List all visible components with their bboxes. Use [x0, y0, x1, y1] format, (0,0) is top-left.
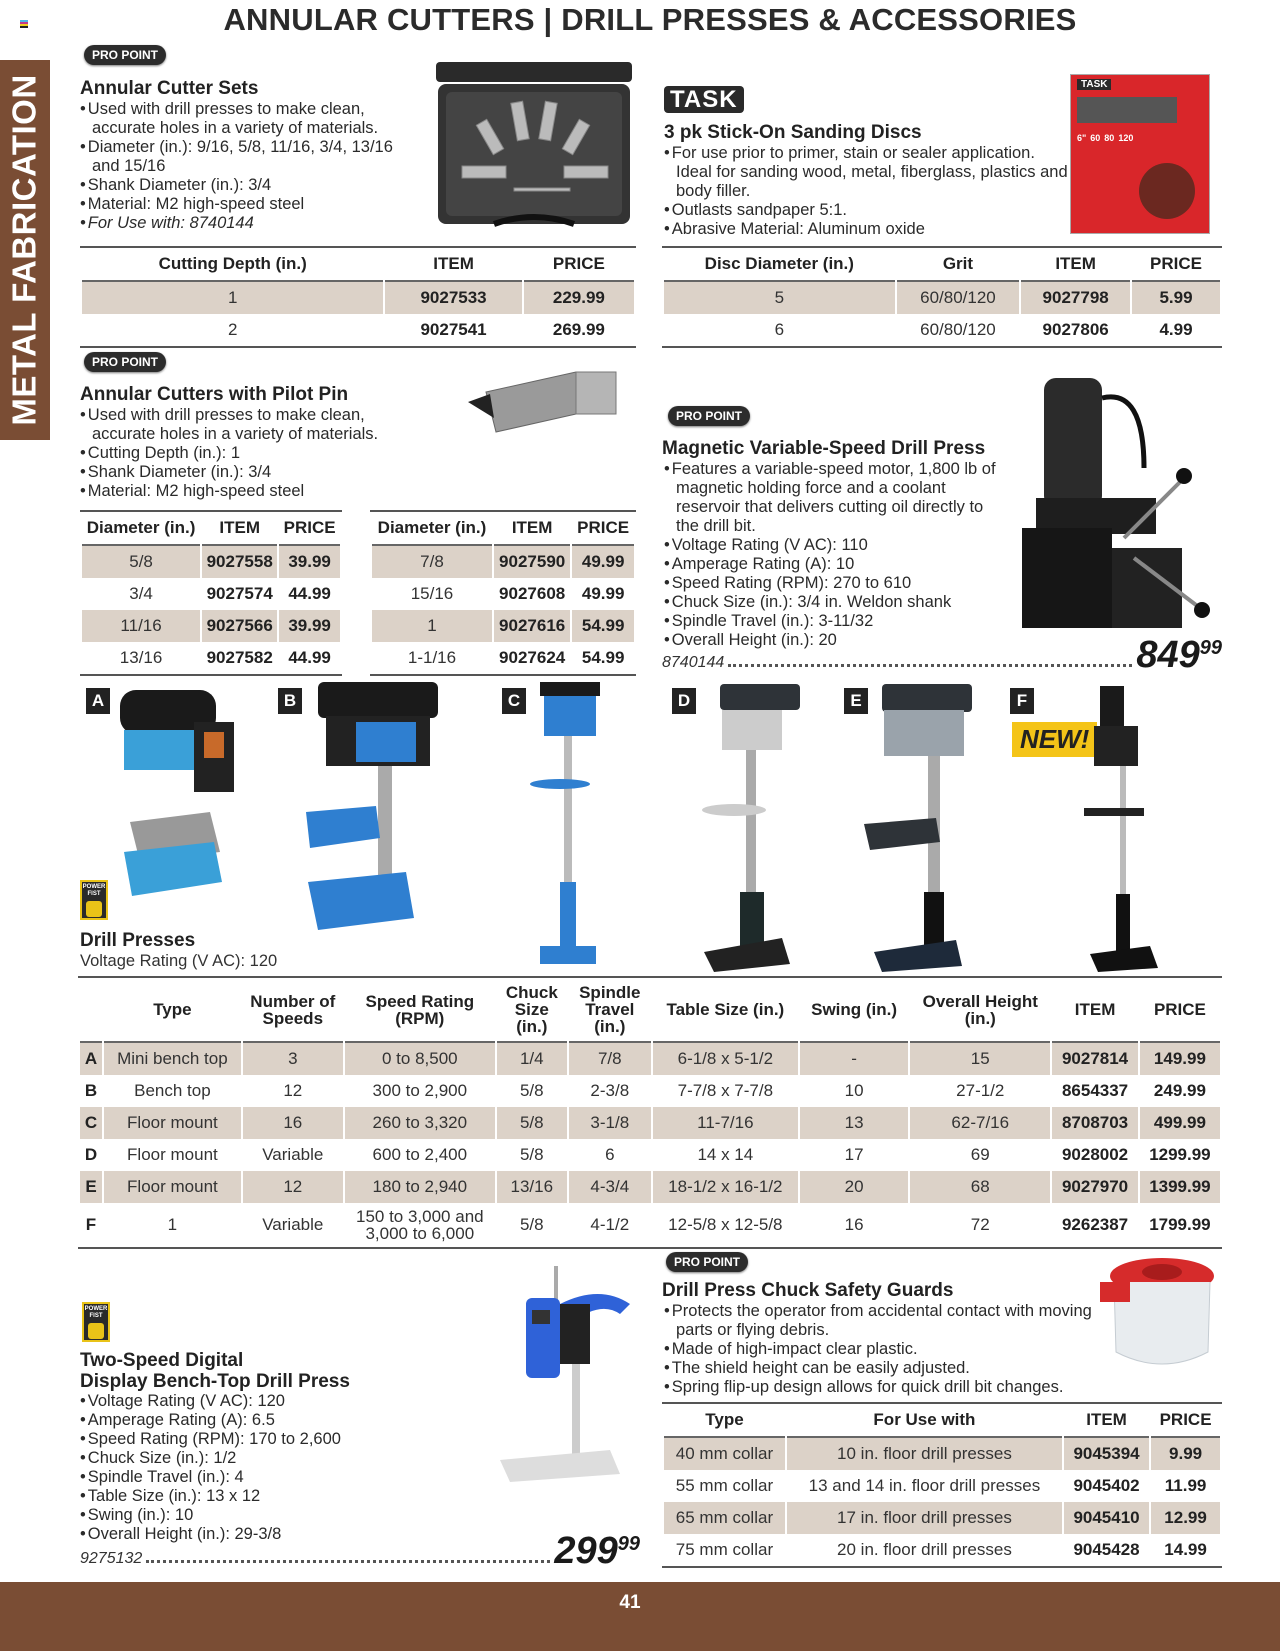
image-label-b: B [278, 688, 302, 714]
feature: • Overall Height (in.): 29-3/8 [80, 1525, 440, 1544]
annular-sets-table: Cutting Depth (in.) ITEM PRICE 1 9027533 229.99 2 9027541 269.99 [80, 246, 636, 348]
magnetic-drill-press-image [1014, 378, 1214, 632]
power-fist-logo: POWER FIST [82, 1302, 110, 1342]
feature: • Spindle Travel (in.): 4 [80, 1468, 440, 1487]
magnetic-press-price-line [662, 636, 1222, 674]
table-row: 75 mm collar 20 in. floor drill presses 9045428 14.99 [675, 1540, 1207, 1559]
table-row: 1 9027533 229.99 [82, 282, 634, 314]
sanding-discs-title: 3 pk Stick-On Sanding Discs [664, 122, 922, 143]
safety-guards-features [664, 1302, 1104, 1397]
feature: • Shank Diameter (in.): 3/4 [80, 176, 410, 195]
pro-point-logo: PRO POINT [84, 45, 166, 65]
feature: • Speed Rating (RPM): 270 to 610 [664, 574, 1004, 593]
feature: • Voltage Rating (V AC): 110 [664, 536, 1004, 555]
drill-presses-table: Type Number of Speeds Speed Rating (RPM) Chuck Size (in.) Spindle Travel (in.) Table Size (in.) Swing (in.) Overall Height (in.) ITEM PRICE A Mini bench top 3 0 to 8,500 1/4 7/8 6-1/8 x 5-1/2 - 15 9027814 149.99 B Bench top 12 300 to 2,900 5/8 2-3/8 7-7/8 x 7-7/8 10 27-1/2 8654337 249.99 C Floor mount 16 260 to 3,320 5/8 3-1/8 11-7/16 13 62-7/16 8708703 499.99 D Floor mount Variable 600 to 2,400 5/8 6 14 x 14 17 69 9028002 1299.99 E Floor mount 12 180 to 2,940 13/16 4-3/4 18-1/2 x 16-1/2 20 68 9027970 1399.99 F 1 Variable 150 to 3,000 and 3,000 to 6,000 5/8 4-1/2 12-5/8 x 12-5/8 16 72 9262387 1799.99 [78, 976, 1222, 1249]
table-row: B Bench top 12 300 to 2,900 5/8 2-3/8 7-7/8 x 7-7/8 10 27-1/2 8654337 249.99 [84, 1081, 1206, 1100]
pilot-cutters-table-left: Diameter (in.) ITEM PRICE 5/8 9027558 39.99 3/4 9027574 44.99 11/16 9027566 39.99 13/16 9027582 44.99 [80, 510, 342, 676]
table-row: A Mini bench top 3 0 to 8,500 1/4 7/8 6-1/8 x 5-1/2 - 15 9027814 149.99 [80, 1043, 1220, 1075]
table-row: 7/8 9027590 49.99 [372, 546, 634, 578]
table-row: 40 mm collar 10 in. floor drill presses 9045394 9.99 [664, 1438, 1220, 1470]
drill-press-f-image [1080, 684, 1170, 972]
table-row: D Floor mount Variable 600 to 2,400 5/8 6 14 x 14 17 69 9028002 1299.99 [84, 1145, 1211, 1164]
feature: • Swing (in.): 10 [80, 1506, 440, 1525]
feature: • For Use with: 8740144 [80, 214, 410, 233]
pro-point-logo: PRO POINT [666, 1252, 748, 1272]
drill-press-d-image [690, 682, 810, 972]
table-row: 1-1/16 9027624 54.99 [407, 648, 625, 667]
digital-press-price-line [80, 1532, 640, 1570]
pilot-cutters-features [80, 406, 410, 501]
annular-sets-features [80, 100, 410, 233]
table-row: 55 mm collar 13 and 14 in. floor drill presses 9045402 11.99 [675, 1476, 1207, 1495]
feature: • Voltage Rating (V AC): 120 [80, 1392, 440, 1411]
image-label-d: D [672, 688, 696, 714]
price: $849^{99}$ [1136, 634, 1222, 676]
leader-dots [728, 664, 1132, 667]
table-row: 5 60/80/120 9027798 5.99 [664, 282, 1220, 314]
digital-press-title: Two-Speed Digital Display Bench-Top Drill Press [80, 1350, 350, 1392]
new-badge: NEW! [1012, 722, 1097, 757]
table-row: 13/16 9027582 44.99 [119, 648, 331, 667]
drill-press-b-image [300, 682, 470, 932]
drill-press-a-image [110, 682, 250, 902]
section-label: METAL FABRICATION [6, 74, 43, 426]
feature: • Chuck Size (in.): 1/2 [80, 1449, 440, 1468]
safety-guards-table: Type For Use with ITEM PRICE 40 mm collar 10 in. floor drill presses 9045394 9.99 55 mm collar 13 and 14 in. floor drill presses 9045402 11.99 65 mm collar 17 in. floor drill presses 9045410 12.99 75 mm collar 20 in. floor drill presses 9045428 14.99 [662, 1402, 1222, 1568]
annular-sets-title: Annular Cutter Sets [80, 78, 259, 99]
feature: • Chuck Size (in.): 3/4 in. Weldon shank [664, 593, 1004, 612]
drill-press-e-image [852, 682, 982, 972]
feature: • Cutting Depth (in.): 1 [80, 444, 410, 463]
drill-presses-title: Drill Presses [80, 930, 196, 951]
magnetic-press-features [664, 460, 1004, 650]
table-row: 5/8 9027558 39.99 [82, 546, 340, 578]
feature: • Made of high-impact clear plastic. [664, 1340, 1104, 1359]
image-label-e: E [844, 688, 868, 714]
power-fist-logo: POWER FIST [80, 880, 108, 920]
sanding-discs-features [664, 144, 1074, 239]
drill-press-c-image [520, 682, 620, 970]
feature: • The shield height can be easily adjusted. [664, 1359, 1104, 1378]
feature: • Protects the operator from accidental contact with moving parts or flying debris. [664, 1302, 1104, 1340]
table-row: E Floor mount 12 180 to 2,940 13/16 4-3/4 18-1/2 x 16-1/2 20 68 9027970 1399.99 [80, 1171, 1220, 1203]
pro-point-logo: PRO POINT [668, 406, 750, 426]
table-row: C Floor mount 16 260 to 3,320 5/8 3-1/8 11-7/16 13 62-7/16 8708703 499.99 [80, 1107, 1220, 1139]
table-row: 15/16 9027608 49.99 [410, 584, 625, 603]
feature: • Outlasts sandpaper 5:1. [664, 201, 1074, 220]
feature: • Used with drill presses to make clean, accurate holes in a variety of materials. [80, 406, 410, 444]
table-row: 65 mm collar 17 in. floor drill presses 9045410 12.99 [664, 1502, 1220, 1534]
feature: • Features a variable-speed motor, 1,800 lb of magnetic holding force and a coolant reservoir that delivers cutting oil directly to the drill bit. [664, 460, 1004, 536]
sanding-discs-table: Disc Diameter (in.) Grit ITEM PRICE 5 60/80/120 9027798 5.99 6 60/80/120 9027806 4.99 [662, 246, 1222, 348]
table-row: 11/16 9027566 39.99 [82, 610, 340, 642]
leader-dots [146, 1560, 550, 1563]
feature: • Amperage Rating (A): 10 [664, 555, 1004, 574]
annular-cutter-set-case-image [434, 60, 634, 232]
chuck-safety-guard-image [1090, 1252, 1220, 1378]
table-row: 2 9027541 269.99 [227, 320, 605, 339]
feature: • Spring flip-up design allows for quick drill bit changes. [664, 1378, 1104, 1397]
feature: • Diameter (in.): 9/16, 5/8, 11/16, 3/4, 13/16 and 15/16 [80, 138, 410, 176]
table-row: F 1 Variable 150 to 3,000 and 3,000 to 6,000 5/8 4-1/2 12-5/8 x 12-5/8 16 72 9262387 1799.99 [85, 1207, 1211, 1243]
image-label-a: A [86, 688, 110, 714]
feature: • Overall Height (in.): 20 [664, 631, 1004, 650]
price: $299^{99}$ [554, 1530, 640, 1572]
feature: • Table Size (in.): 13 x 12 [80, 1487, 440, 1506]
feature: • For use prior to primer, stain or sealer application. Ideal for sanding wood, metal, fiberglass, plastics and body filler. [664, 144, 1074, 201]
image-label-f: F [1010, 688, 1034, 714]
annular-cutter-pilot-image [466, 362, 626, 438]
feature: • Material: M2 high-speed steel [80, 482, 410, 501]
feature: • Used with drill presses to make clean, accurate holes in a variety of materials. [80, 100, 410, 138]
pilot-cutters-title: Annular Cutters with Pilot Pin [80, 384, 349, 405]
feature: • Shank Diameter (in.): 3/4 [80, 463, 410, 482]
table-row: 6 60/80/120 9027806 4.99 [774, 320, 1193, 339]
feature: • Spindle Travel (in.): 3-11/32 [664, 612, 1004, 631]
feature: • Abrasive Material: Aluminum oxide [664, 220, 1074, 239]
sku: 9275132 [80, 1550, 143, 1567]
sanding-disc-package-image: TASK 6" 60 80 120 [1070, 74, 1210, 234]
magnetic-press-title: Magnetic Variable-Speed Drill Press [662, 438, 986, 459]
sku: 8740144 [662, 654, 725, 671]
safety-guards-title: Drill Press Chuck Safety Guards [662, 1280, 954, 1301]
image-label-c: C [502, 688, 526, 714]
feature: • Speed Rating (RPM): 170 to 2,600 [80, 1430, 440, 1449]
pilot-cutters-table-right: Diameter (in.) ITEM PRICE 7/8 9027590 49.99 15/16 9027608 49.99 1 9027616 54.99 1-1/16 9027624 54.99 [370, 510, 636, 676]
table-row: 3/4 9027574 44.99 [129, 584, 331, 603]
feature: • Amperage Rating (A): 6.5 [80, 1411, 440, 1430]
drill-presses-subtitle: Voltage Rating (V AC): 120 [80, 952, 278, 970]
digital-press-features [80, 1392, 440, 1544]
table-row: 1 9027616 54.99 [372, 610, 634, 642]
page-title: ANNULAR CUTTERS | DRILL PRESSES & ACCESSORIES [223, 2, 1077, 37]
digital-drill-press-image [490, 1264, 640, 1484]
pro-point-logo: PRO POINT [84, 352, 166, 372]
section-side-tab [0, 60, 50, 440]
feature: • Material: M2 high-speed steel [80, 195, 410, 214]
page-number: 41 [619, 1592, 641, 1613]
task-logo: TASK [664, 86, 744, 114]
